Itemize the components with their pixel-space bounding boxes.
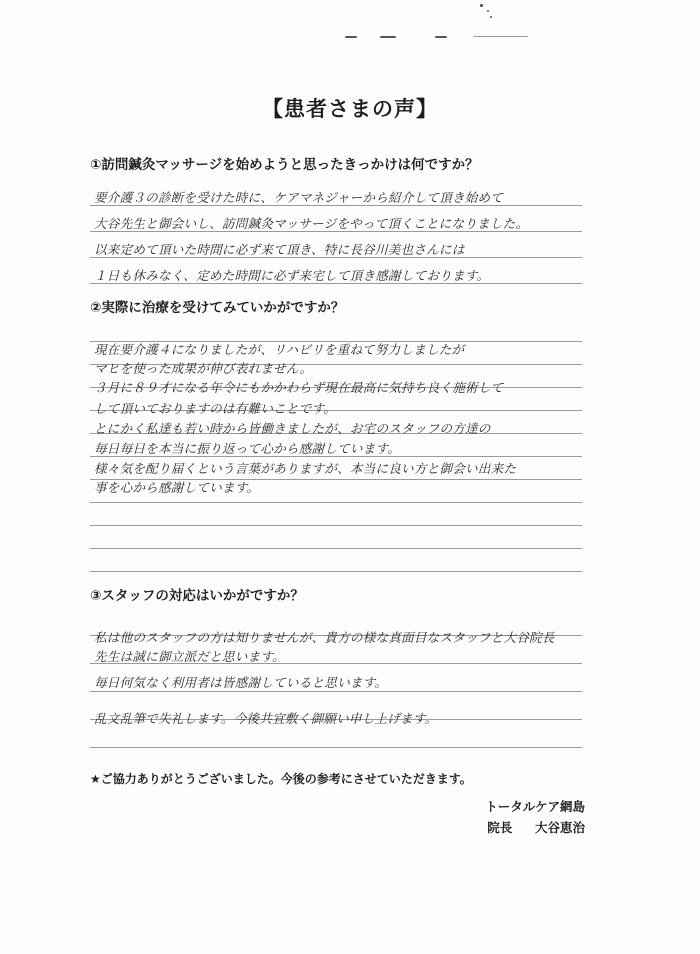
question-2-label: ②実際に治療を受けてみていかがですか？ [90,300,345,316]
handwritten-line: 乱文乱筆で失礼します。今後共宜敷く御願い申し上げます。 [94,711,438,726]
handwritten-line: 私は他のスタッフの方は知りませんが、貴方の様な真面目なスタッフと大谷院長 [94,630,555,645]
scan-speck [473,36,528,37]
handwritten-line: 先生は誠に御立派だと思います。 [94,649,285,664]
closing-note: ★ご協力ありがとうございました。今後の参考にさせていただきます。 [90,772,472,786]
director-name: 大谷恵治 [534,820,585,835]
question-2-answer-area [90,318,582,586]
handwritten-line: して頂いておりますのは有難いことです。 [94,401,337,416]
scan-speck [345,36,357,38]
scan-speck [490,16,492,18]
handwritten-line: とにかく私達も若い時から皆働きましたが、お宅のスタッフの方達の [94,421,491,436]
ruled-line [90,525,582,526]
scan-speck [487,10,489,12]
ruled-line [90,747,582,748]
ruled-line [90,691,582,692]
question-3-label: ③スタッフの対応はいかがですか？ [90,588,304,604]
handwritten-line: 様々気を配り届くという言葉がありますが、本当に良い方と御会い出来た [94,461,517,476]
handwritten-line: 毎日毎日を本当に振り返って心から感謝しています。 [94,441,401,456]
question-1-answer-area [90,178,582,288]
handwritten-line: マヒを使った成果が伸び表れません。 [94,361,313,376]
handwritten-line: 現在要介護４になりましたが、リハビリを重ねて努力しましたが [94,342,465,357]
question-1-label: ①訪問鍼灸マッサージを始めようと思ったきっかけは何ですか？ [90,157,479,173]
handwritten-line: 大谷先生と御会いし、訪問鍼灸マッサージをやって頂くことになりました。 [94,216,529,231]
handwritten-line: ３月に８９才になる年令にもかかわらず現在最高に気持ち良く施術して [94,380,504,395]
director-title: 院長 [487,820,513,835]
director-signature [487,818,585,836]
question-3-answer-area [90,607,582,757]
handwritten-line: 以来定めて頂いた時間に必ず来て頂き、特に長谷川美也さんには [94,242,465,257]
scan-speck [380,36,396,38]
handwritten-line: 要介護３の診断を受けた時に、ケアマネジャーから紹介して頂き始めて [94,190,504,205]
scan-speck [435,36,447,38]
ruled-line [90,571,582,572]
handwritten-line: １日も休みなく、定めた時間に必ず来宅して頂き感謝しております。 [94,268,490,283]
ruled-line [90,502,582,503]
clinic-name: トータルケア網島 [485,799,585,814]
handwritten-line: 毎日何気なく利用者は皆感謝していると思います。 [94,675,388,690]
handwritten-line: 事を心から感謝しています。 [94,480,260,495]
scan-speck [480,4,483,7]
page-title: 【患者さまの声】 [262,97,438,121]
ruled-line [90,548,582,549]
